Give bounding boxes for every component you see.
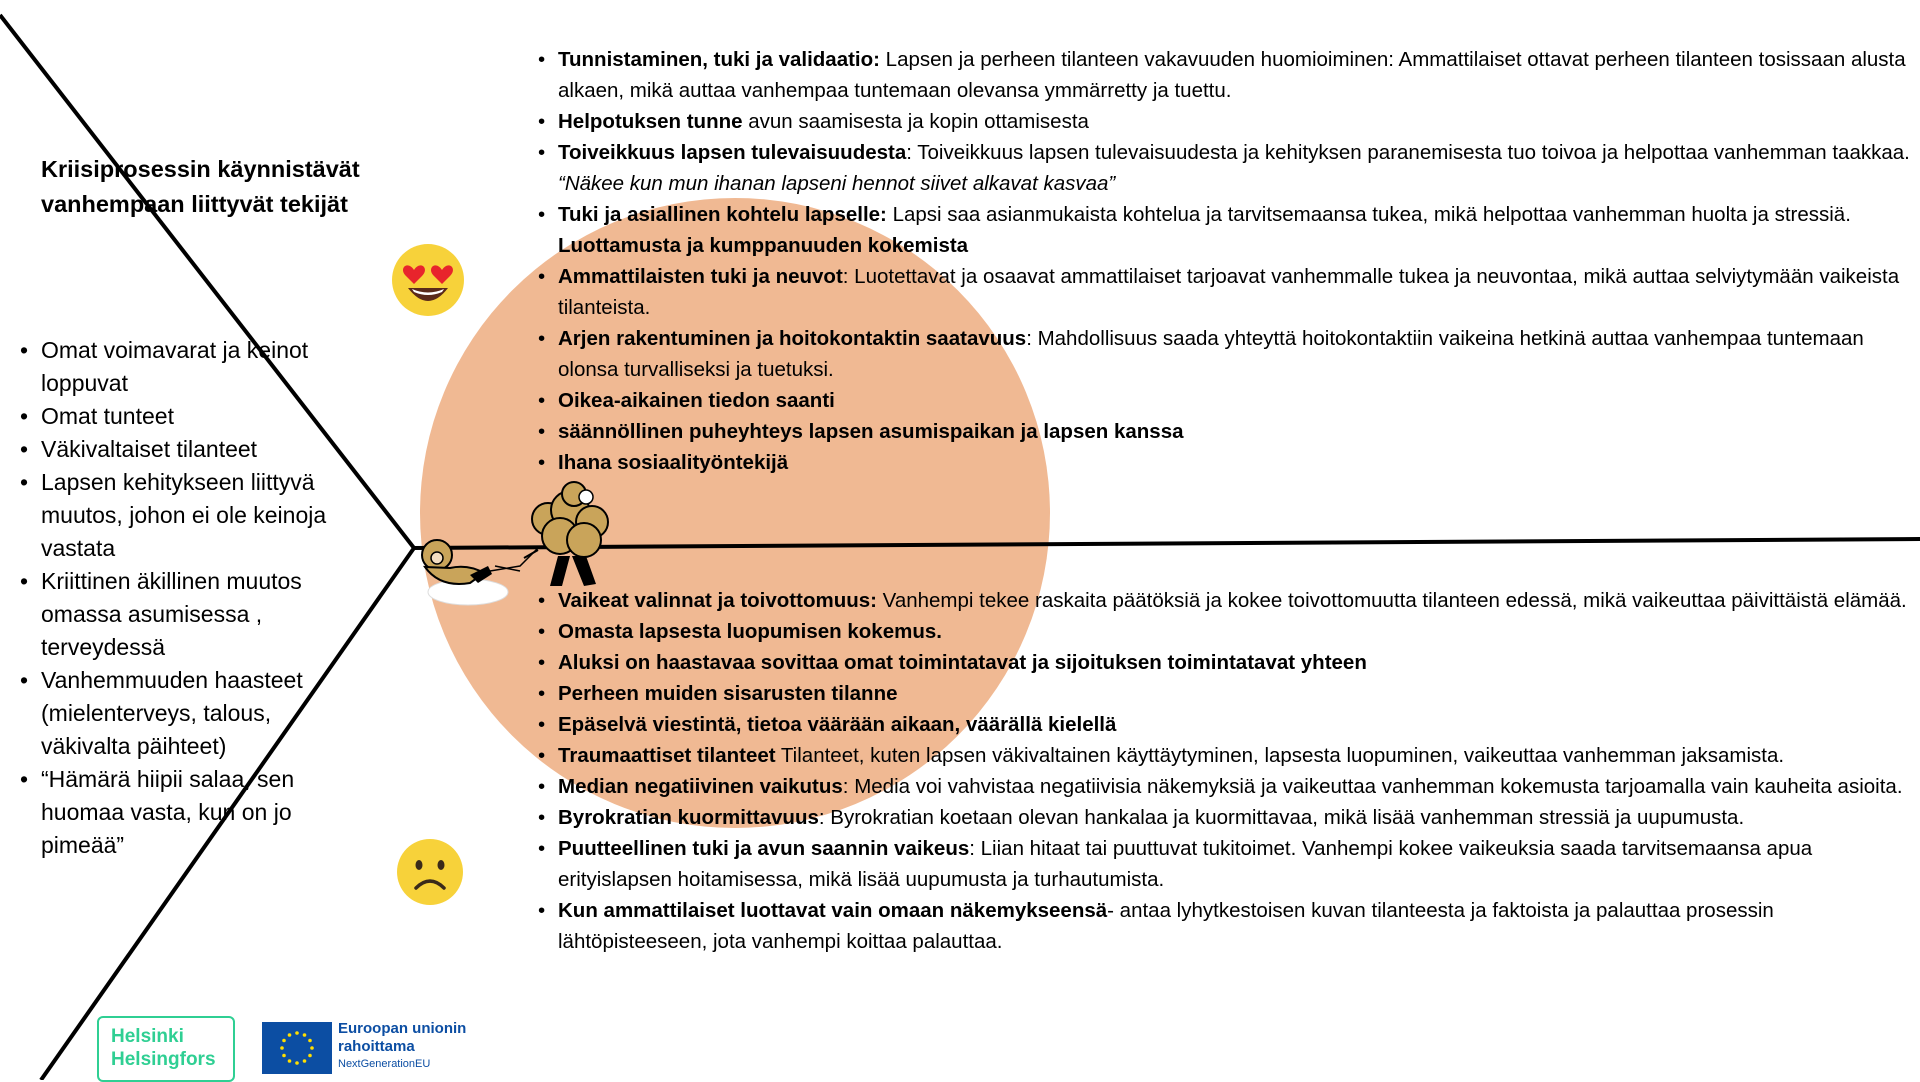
- list-item: • Omat voimavarat ja keinot loppuvat: [14, 334, 344, 400]
- item-heading: Ihana sosiaalityöntekijä: [558, 451, 789, 474]
- item-text: : Toiveikkuus lapsen tulevaisuudesta ja kehityksen paranemisesta tuo toivoa ja helpottaa vanhemman taakkaa.: [906, 141, 1910, 164]
- item-text: : Luotettavat ja osaavat ammattilaiset tarjoavat vanhemmalle tukea ja neuvontaa, mikä auttaa selviytymään vaikeista tilanteista.: [558, 265, 1900, 319]
- eu-star: [308, 1039, 312, 1043]
- list-item: [532, 616, 1912, 647]
- eu-star: [303, 1059, 307, 1063]
- list-item: [532, 802, 1912, 833]
- positive-factor-list: [532, 44, 1912, 478]
- item-text: - antaa lyhytkestoisen kuvan tilanteesta ja faktoista ja palauttaa prosessin lähtöpisteeseen, jota vanhempi koittaa palauttaa.: [558, 899, 1774, 953]
- list-item: • Omat tunteet: [14, 400, 344, 433]
- item-text: Tilanteet, kuten lapsen väkivaltainen käyttäytyminen, lapsesta luopuminen, vaikeuttaa vanhemman jaksamista.: [775, 744, 1785, 767]
- eu-flag-icon: [262, 1022, 332, 1074]
- eu-star: [303, 1033, 307, 1037]
- list-item: [532, 447, 1912, 478]
- item-heading: Toiveikkuus lapsen tulevaisuudesta: [558, 141, 907, 164]
- item-heading: Puutteellinen tuki ja avun saannin vaikeus: [558, 837, 970, 860]
- helsinki-logo: [97, 1016, 235, 1082]
- item-heading: Tunnistaminen, tuki ja validaatio:: [558, 48, 880, 71]
- list-item: [532, 44, 1912, 106]
- list-item: [532, 323, 1912, 385]
- list-item: [532, 833, 1912, 895]
- list-item: [532, 678, 1912, 709]
- list-item: • Väkivaltaiset tilanteet: [14, 433, 344, 466]
- item-heading: Byrokratian kuormittavuus: [558, 806, 819, 829]
- eu-star: [310, 1046, 314, 1050]
- list-item: [532, 385, 1912, 416]
- eu-star: [282, 1039, 286, 1043]
- list-item: • Lapsen kehitykseen liittyvä muutos, johon ei ole keinoja vastata: [14, 466, 344, 565]
- list-item: [532, 137, 1912, 199]
- item-text: Lapsen ja perheen tilanteen vakavuuden huomioiminen: Ammattilaiset ottavat perheen tilanteen tosissaan alusta alkaen, mikä auttaa vanhempaa tuntemaan olevansa ymmärretty ja tuettu.: [558, 48, 1906, 102]
- list-item: [532, 740, 1912, 771]
- item-heading: Vaikeat valinnat ja toivottomuus:: [558, 589, 877, 612]
- list-item: [532, 771, 1912, 802]
- eu-star: [295, 1031, 299, 1035]
- item-text: : Byrokratian koetaan olevan hankalaa ja kuormittavaa, mikä lisää vanhemman stressiä ja uupumusta.: [818, 806, 1745, 829]
- left-factor-list: [14, 334, 344, 862]
- left-section-title: Kriisiprosessin käynnistävät vanhempaan liittyvät tekijät: [41, 156, 360, 217]
- eu-star: [288, 1033, 292, 1037]
- eu-star: [308, 1054, 312, 1058]
- negative-factor-list: [532, 585, 1912, 957]
- item-heading: Arjen rakentuminen ja hoitokontaktin saatavuus: [558, 327, 1027, 350]
- item-quote: “Näkee kun mun ihanan lapseni hennot siivet alkavat kasvaa”: [558, 172, 1116, 195]
- frowning-face-icon: [396, 838, 464, 906]
- item-text: : Media voi vahvistaa negatiivisia näkemyksiä ja vaikeuttaa vanhemman kokemusta tarjoamalla vain kauheita asioita.: [842, 775, 1903, 798]
- heart-eyes-face-icon: [390, 242, 466, 318]
- helsinki-logo-line1: Helsinki: [111, 1026, 184, 1047]
- item-text: Vanhempi tekee raskaita päätöksiä ja kokee toivottomuutta tilanteen edessä, mikä vaikeuttaa päivittäistä elämää.: [876, 589, 1907, 612]
- item-heading: Traumaattiset tilanteet: [558, 744, 776, 767]
- list-item: • “Hämärä hiipii salaa, sen huomaa vasta, kun on jo pimeää”: [14, 763, 344, 862]
- list-item: [532, 199, 1912, 261]
- item-text: Lapsi saa asianmukaista kohtelua ja tarvitsemaansa tukea, mikä helpottaa vanhemman huolta ja stressiä.: [886, 203, 1851, 226]
- item-heading-secondary: Luottamusta ja kumppanuuden kokemista: [558, 234, 969, 257]
- list-item: [532, 261, 1912, 323]
- list-item: [532, 647, 1912, 678]
- eu-logo-line1: Euroopan unionin: [338, 1020, 467, 1037]
- item-heading: Median negatiivinen vaikutus: [558, 775, 843, 798]
- item-text: : Liian hitaat tai puuttuvat tukitoimet. Vanhempi kokee vaikeuksia saada tarvitsemaansa apua erityislapsen hoitamisessa, mikä lisää uupumusta ja turhautumista.: [558, 837, 1813, 891]
- eu-funding-logo: [338, 1020, 498, 1072]
- helsinki-logo-line2: Helsingfors: [111, 1049, 216, 1070]
- list-item: [532, 585, 1912, 616]
- list-item: • Kriittinen äkillinen muutos omassa asumisessa , terveydessä: [14, 565, 344, 664]
- list-item: [532, 416, 1912, 447]
- item-heading: Tuki ja asiallinen kohtelu lapselle:: [558, 203, 887, 226]
- list-item: [532, 895, 1912, 957]
- list-item: • Vanhemmuuden haasteet (mielenterveys, talous, väkivalta päihteet): [14, 664, 344, 763]
- item-text: : Mahdollisuus saada yhteyttä hoitokontaktiin vaikeina hetkinä auttaa vanhempaa tuntemaan olonsa turvalliseksi ja tuetuksi.: [558, 327, 1864, 381]
- item-heading: Ammattilaisten tuki ja neuvot: [558, 265, 843, 288]
- list-item: [532, 106, 1912, 137]
- item-heading: Perheen muiden sisarusten tilanne: [558, 682, 898, 705]
- item-heading: Helpotuksen tunne: [558, 110, 743, 133]
- eu-star: [280, 1046, 284, 1050]
- item-heading: säännöllinen puheyhteys lapsen asumispaikan ja lapsen kanssa: [558, 420, 1184, 443]
- eu-logo-line3: NextGenerationEU: [338, 1058, 431, 1070]
- eu-star: [288, 1059, 292, 1063]
- item-heading: Epäselvä viestintä, tietoa väärään aikaan, väärällä kielellä: [558, 713, 1117, 736]
- eu-logo-line2: rahoittama: [338, 1038, 415, 1055]
- item-heading: Kun ammattilaiset luottavat vain omaan näkemykseensä: [558, 899, 1108, 922]
- eu-star: [295, 1061, 299, 1065]
- item-heading: Omasta lapsesta luopumisen kokemus.: [558, 620, 942, 643]
- item-heading: Aluksi on haastavaa sovittaa omat toimintatavat ja sijoituksen toimintatavat yhteen: [558, 651, 1367, 674]
- item-heading: Oikea-aikainen tiedon saanti: [558, 389, 835, 412]
- item-text: avun saamisesta ja kopin ottamisesta: [742, 110, 1089, 133]
- list-item: [532, 709, 1912, 740]
- eu-star: [282, 1054, 286, 1058]
